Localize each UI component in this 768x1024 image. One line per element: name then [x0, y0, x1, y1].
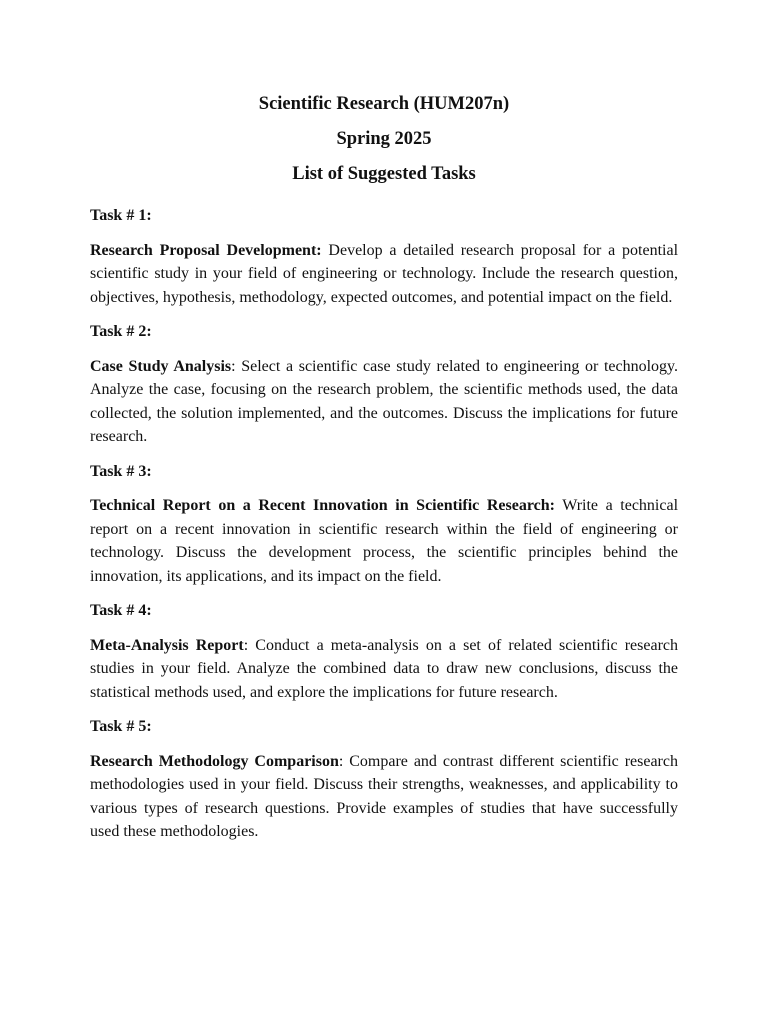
- task-title: Research Proposal Development:: [90, 241, 322, 259]
- task-text: Select a scientific case study related to engineering or technology. Analyze the case, focusing on the research problem, the scientific methods used, the data collected, the solution implemented, and the outcomes. Discuss the implications for future research.: [90, 357, 678, 445]
- task-title: Research Methodology Comparison: [90, 752, 339, 770]
- task-separator: :: [243, 636, 256, 654]
- list-title: List of Suggested Tasks: [292, 164, 476, 184]
- task-title: Technical Report on a Recent Innovation in Scientific Research:: [90, 497, 555, 514]
- task-3: [90, 460, 678, 589]
- task-text: Compare and contrast different scientific research methodologies used in your field. Discuss their strengths, weaknesses, and applicability to various types of research questions. Provide examples of studies that have successfully used these methodologies.: [90, 752, 678, 840]
- task-4: [90, 599, 678, 704]
- term-title: Spring 2025: [336, 129, 432, 149]
- task-description: [90, 634, 678, 705]
- task-2: [90, 320, 678, 449]
- task-separator: :: [231, 357, 242, 375]
- task-label: Task # 3:: [90, 462, 152, 480]
- task-description: [90, 355, 678, 449]
- task-description: [90, 494, 678, 588]
- task-5: [90, 715, 678, 844]
- document-page: [90, 92, 678, 855]
- task-separator: :: [338, 752, 350, 770]
- task-1: [90, 204, 678, 309]
- task-title: Meta-Analysis Report: [90, 636, 244, 654]
- task-text: Write a technical report on a recent innovation in scientific research within the field of engineering or technology. Discuss the development process, the scientific principles behind the innovation, its applications, and its impact on the field.: [90, 497, 679, 585]
- task-label: Task # 2:: [90, 323, 152, 340]
- task-text: Develop a detailed research proposal for a potential scientific study in your field of engineering or technology. Include the research question, objectives, hypothesis, methodology, expected outcomes, and potential impact on the field.: [90, 241, 679, 306]
- task-label: Task # 4:: [90, 602, 152, 619]
- course-title: Scientific Research (HUM207n): [258, 94, 510, 114]
- task-label: Task # 1:: [90, 207, 152, 224]
- task-description: [90, 239, 678, 310]
- task-label: Task # 5:: [90, 718, 152, 735]
- task-text: Conduct a meta-analysis on a set of related scientific research studies in your field. Analyze the combined data to draw new conclusions, discuss the statistical methods used, and explore the implications for future research.: [90, 636, 679, 701]
- task-title: Case Study Analysis: [90, 357, 232, 375]
- task-description: [90, 750, 678, 844]
